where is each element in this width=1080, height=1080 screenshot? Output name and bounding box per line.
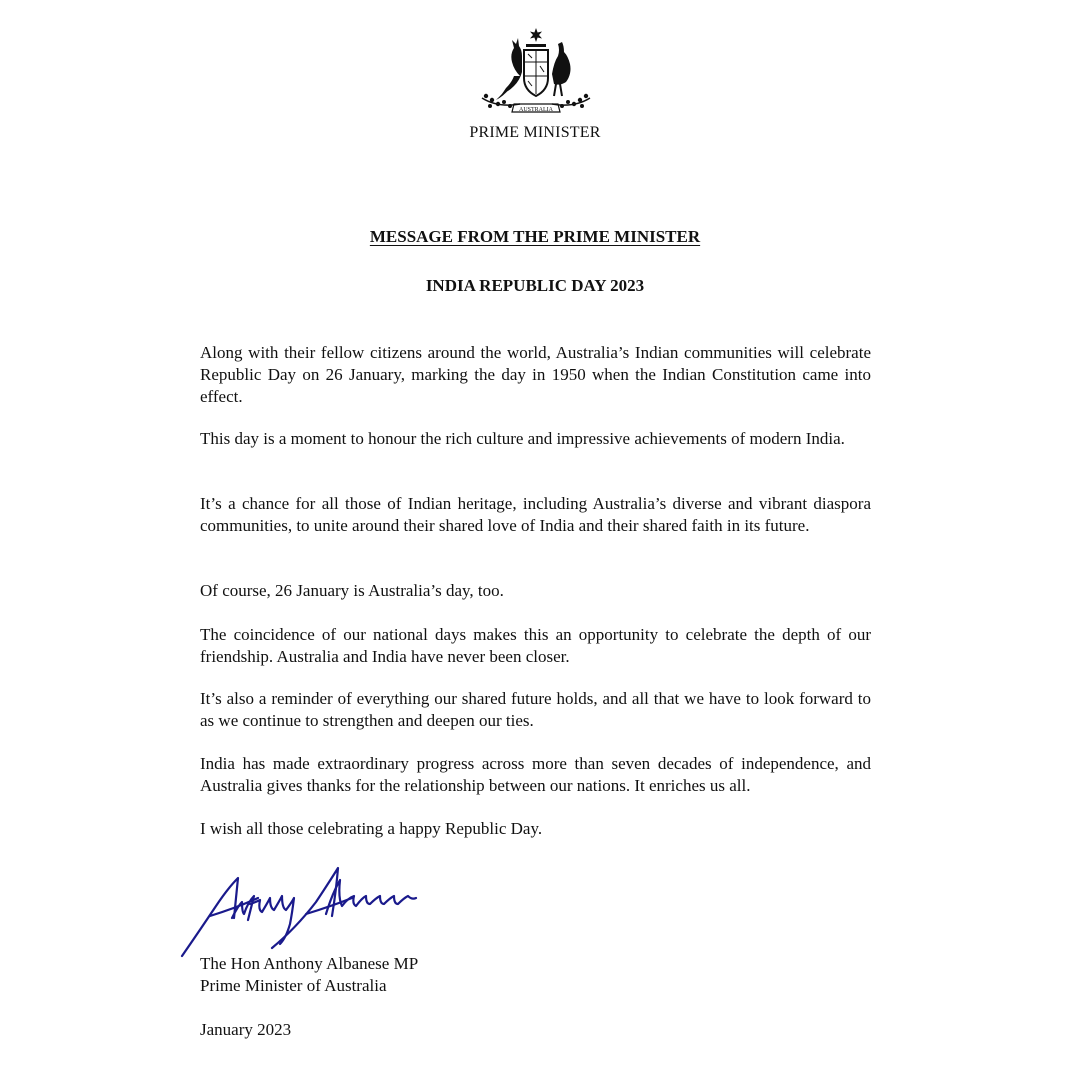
office-title: PRIME MINISTER <box>469 124 601 141</box>
letter-date: January 2023 <box>200 1020 292 1039</box>
paragraph: It’s a chance for all those of Indian heritage, including Australia’s diverse and vibrant diaspora communities, to unite around their shared love of India and their shared faith in its future. <box>200 494 871 535</box>
signatory-name: The Hon Anthony Albanese MP <box>200 954 419 973</box>
paragraph: I wish all those celebrating a happy Republic Day. <box>200 819 543 838</box>
paragraph: The coincidence of our national days makes this an opportunity to celebrate the depth of our friendship. Australia and India have never been closer. <box>200 625 871 666</box>
paragraph: Of course, 26 January is Australia’s day, too. <box>200 581 504 600</box>
coat-of-arms-icon <box>474 26 598 118</box>
document-title: MESSAGE FROM THE PRIME MINISTER <box>369 227 701 246</box>
signature-icon <box>176 858 426 962</box>
document-subtitle: INDIA REPUBLIC DAY 2023 <box>425 276 645 295</box>
paragraph: It’s also a reminder of everything our shared future holds, and all that we have to look forward to as we continue to strengthen and deepen our ties. <box>200 689 871 730</box>
paragraph: India has made extraordinary progress across more than seven decades of independence, and Australia gives thanks for the relationship between our nations. It enriches us all. <box>200 754 871 795</box>
paragraph: This day is a moment to honour the rich culture and impressive achievements of modern India. <box>200 429 845 448</box>
crest-motto: AUSTRALIA <box>519 107 553 113</box>
paragraph: Along with their fellow citizens around the world, Australia’s Indian communities will celebrate Republic Day on 26 January, marking the day in 1950 when the Indian Constitution came into effect. <box>200 343 871 406</box>
signatory-role: Prime Minister of Australia <box>200 976 387 995</box>
